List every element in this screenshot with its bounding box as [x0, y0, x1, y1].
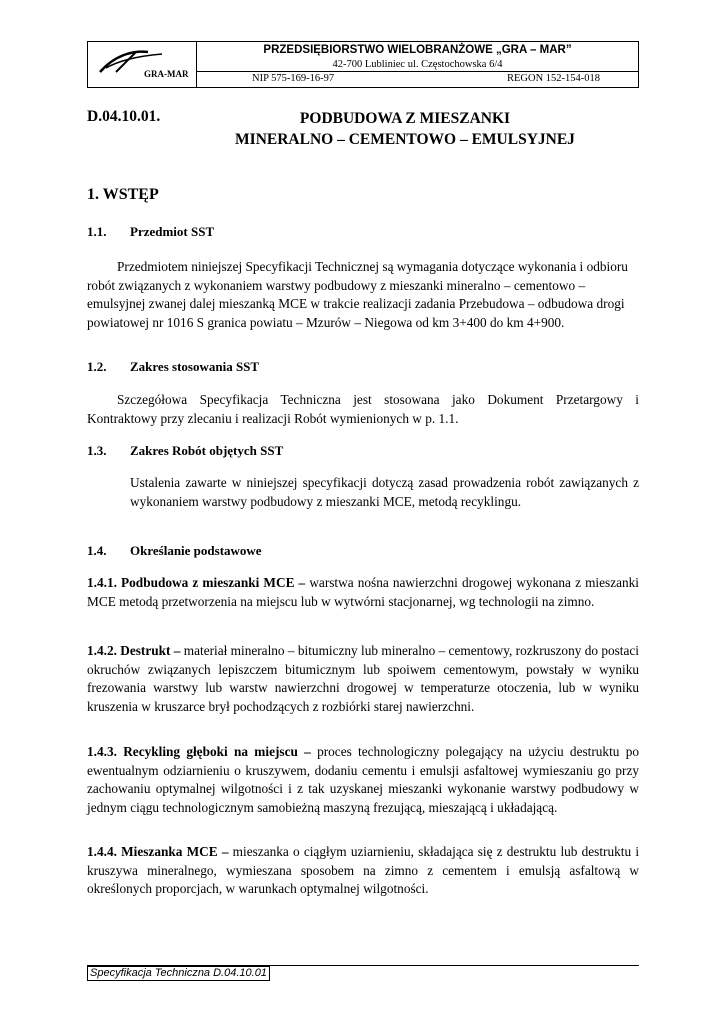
section-1-heading: 1. WSTĘP	[87, 186, 159, 203]
definition-1-4-1	[87, 574, 639, 611]
section-1-1-text: Przedmiotem niniejszej Specyfikacji Technicznej są wymagania dotyczące wykonania i odbioru robót związanych z wykonaniem warstwy podbudowy z mieszanki mineralno – cementowo – emulsyjnej zwanej dalej mieszanką MCE w trakcie realizacji zadania Przebudowa – odbudowa drogi powiatowej nr 1016 S granica powiatu – Mzurów – Niegowa od km 3+400 do km 4+900.	[87, 259, 628, 330]
section-1-4-heading	[87, 543, 262, 559]
company-nip: NIP 575-169-16-97	[252, 73, 335, 84]
section-1-1-heading	[87, 224, 214, 240]
section-title: Określanie podstawowe	[130, 543, 262, 558]
section-number: 1.2.	[87, 359, 107, 374]
section-1-3-heading	[87, 443, 283, 459]
company-info	[197, 42, 638, 87]
section-number: 1.4.	[87, 543, 107, 558]
company-address: 42-700 Lubliniec ul. Częstochowska 6/4	[332, 59, 503, 70]
definition-1-4-4	[87, 843, 639, 899]
definition-text: warstwa nośna nawierzchni drogowej wykonana z mieszanki MCE metodą przetworzenia na miejscu lub w wytwórni stacjonarnej, wg technologii na zimno.	[87, 575, 639, 609]
section-1-2-text: Szczegółowa Specyfikacja Techniczna jest stosowana jako Dokument Przetargowy i Kontraktowy przy zlecaniu i realizacji Robót wymienionych w p. 1.1.	[87, 392, 639, 426]
definition-term: 1.4.4. Mieszanka MCE –	[87, 844, 229, 859]
section-title: Zakres stosowania SST	[130, 359, 260, 374]
logo-text: GRA-MAR	[144, 69, 189, 79]
section-title: Przedmiot SST	[130, 224, 215, 239]
definition-text: mieszanka o ciągłym uziarnieniu, składająca się z destruktu lub destruktu i kruszywa mineralnego, wymieszana sposobem na zimno z cementem i emulsją asfaltową w określonych proporcjach, w warunkach optymalnej wilgotności.	[87, 844, 640, 896]
company-regon: REGON 152-154-018	[507, 73, 601, 84]
page-footer: Specyfikacja Techniczna D.04.10.01	[87, 966, 270, 981]
document-title-line2: MINERALNO – CEMENTOWO – EMULSYJNEJ	[235, 131, 575, 148]
document-code: D.04.10.01.	[87, 108, 161, 125]
definition-term: 1.4.1. Podbudowa z mieszanki MCE –	[87, 575, 306, 590]
section-1-2-heading	[87, 359, 259, 375]
definition-term: 1.4.2. Destrukt –	[87, 643, 181, 658]
section-1-3-text: Ustalenia zawarte w niniejszej specyfikacji dotyczą zasad prowadzenia robót zawiązanych z wykonaniem warstwy podbudowy z mieszanki MCE, metodą recyklingu.	[130, 475, 639, 509]
header-divider	[197, 71, 638, 72]
company-name: PRZEDSIĘBIORSTWO WIELOBRANŻOWE „GRA – MAR”	[263, 44, 572, 56]
definition-1-4-3	[87, 743, 639, 817]
definition-text: proces technologiczny polegający na użyciu destruktu po ewentualnym odziarnieniu o kruszywem, dodaniu cementu i emulsji asfaltowej wymieszaniu go przy zachowaniu optymalnej wilgotności i z tak uzyskanej mieszanki wykonanie warstwy podbudowy w jednym ciągu technologicznym samobieżną maszyną frezującą, mieszającą i układającą.	[87, 744, 639, 815]
company-logo	[88, 42, 197, 87]
section-title: Zakres Robót objętych SST	[130, 443, 284, 458]
document-title-line1: PODBUDOWA Z MIESZANKI	[299, 110, 511, 127]
definition-text: materiał mineralno – bitumiczny lub mineralno – cementowy, rozkruszony do postaci okruchów związanych lepiszczem bitumicznym lub spoiwem cementowym, powstały w wyniku frezowania warstwy lub warstw nawierzchni drogowej w temperaturze otoczenia, lub w wyniku kruszenia w kruszarce brył pochodzących z rozbiórki starej nawierzchni.	[87, 643, 639, 714]
document-header	[87, 41, 639, 88]
definition-1-4-2	[87, 642, 639, 716]
section-number: 1.1.	[87, 224, 107, 239]
definition-term: 1.4.3. Recykling głęboki na miejscu –	[87, 744, 311, 759]
document-title	[200, 108, 610, 150]
section-number: 1.3.	[87, 443, 107, 458]
